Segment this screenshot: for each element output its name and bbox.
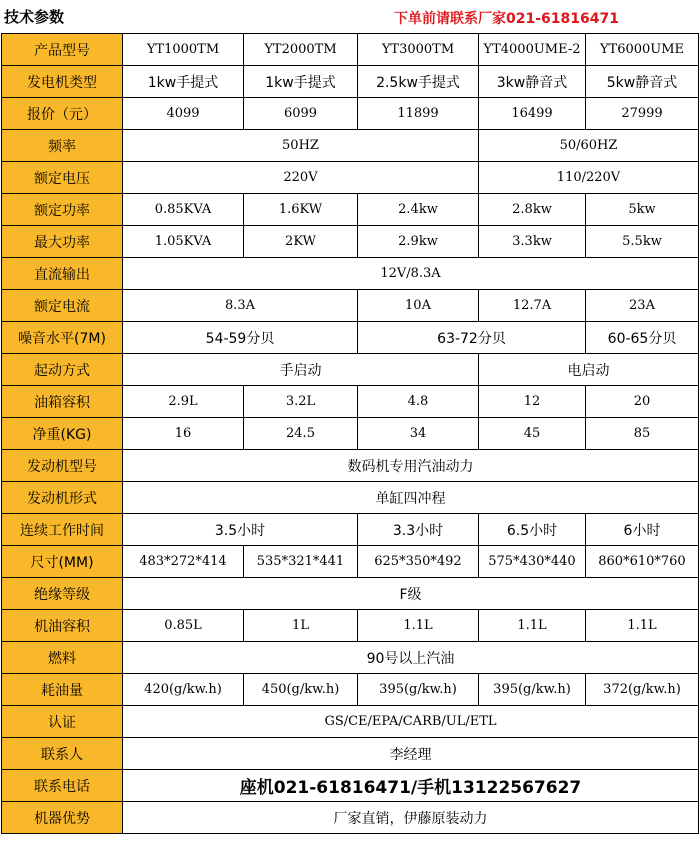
cell: F级	[123, 578, 699, 610]
row-phone	[2, 770, 699, 802]
row-label: 净重(KG)	[2, 418, 123, 450]
cell: 2.4kw	[358, 194, 479, 226]
cell: 6099	[244, 98, 358, 130]
row-label: 直流输出	[2, 258, 123, 290]
row-rated-voltage	[2, 162, 699, 194]
cell: 2.5kw手提式	[358, 66, 479, 98]
row-fuel	[2, 642, 699, 674]
cell: 5.5kw	[586, 226, 699, 258]
cell: 4099	[123, 98, 244, 130]
row-tank	[2, 386, 699, 418]
row-label: 频率	[2, 130, 123, 162]
cell: 6小时	[586, 514, 699, 546]
cell: YT4000UME-2	[479, 34, 586, 66]
row-label: 额定电压	[2, 162, 123, 194]
cell: 手启动	[123, 354, 479, 386]
row-generator-type	[2, 66, 699, 98]
row-rated-current	[2, 290, 699, 322]
cell: 483*272*414	[123, 546, 244, 578]
row-label: 发电机类型	[2, 66, 123, 98]
row-label: 发动机形式	[2, 482, 123, 514]
cell: GS/CE/EPA/CARB/UL/ETL	[123, 706, 699, 738]
row-oil	[2, 610, 699, 642]
cell: 厂家直销，伊藤原装动力	[123, 802, 699, 834]
cell: 12	[479, 386, 586, 418]
cell: 50/60HZ	[479, 130, 699, 162]
cell: 220V	[123, 162, 479, 194]
row-max-power	[2, 226, 699, 258]
header	[0, 0, 699, 33]
cell: 11899	[358, 98, 479, 130]
cell: 12.7A	[479, 290, 586, 322]
row-label: 最大功率	[2, 226, 123, 258]
row-runtime	[2, 514, 699, 546]
row-certification	[2, 706, 699, 738]
cell: 3kw静音式	[479, 66, 586, 98]
cell: 李经理	[123, 738, 699, 770]
row-label: 发动机型号	[2, 450, 123, 482]
cell: 数码机专用汽油动力	[123, 450, 699, 482]
cell: 34	[358, 418, 479, 450]
cell: 3.3kw	[479, 226, 586, 258]
row-engine-model	[2, 450, 699, 482]
row-insulation	[2, 578, 699, 610]
row-label: 机油容积	[2, 610, 123, 642]
row-weight	[2, 418, 699, 450]
row-label: 机器优势	[2, 802, 123, 834]
page-title: 技术参数	[4, 8, 65, 26]
cell: 535*321*441	[244, 546, 358, 578]
cell: 座机021-61816471/手机13122567627	[123, 770, 699, 802]
cell: 420(g/kw.h)	[123, 674, 244, 706]
cell: 90号以上汽油	[123, 642, 699, 674]
contact-notice: 下单前请联系厂家021-61816471	[394, 11, 619, 27]
row-label: 燃料	[2, 642, 123, 674]
cell: 2.8kw	[479, 194, 586, 226]
row-label: 油箱容积	[2, 386, 123, 418]
cell: YT2000TM	[244, 34, 358, 66]
cell: 4.8	[358, 386, 479, 418]
cell: 1.6KW	[244, 194, 358, 226]
cell: 5kw静音式	[586, 66, 699, 98]
cell: 63-72分贝	[358, 322, 586, 354]
cell: 10A	[358, 290, 479, 322]
cell: 3.5小时	[123, 514, 358, 546]
cell: 8.3A	[123, 290, 358, 322]
row-advantage	[2, 802, 699, 834]
cell: 1kw手提式	[244, 66, 358, 98]
cell: 1.05KVA	[123, 226, 244, 258]
row-noise	[2, 322, 699, 354]
cell: 1.1L	[586, 610, 699, 642]
row-dc-output	[2, 258, 699, 290]
row-label: 绝缘等级	[2, 578, 123, 610]
row-frequency	[2, 130, 699, 162]
cell: 24.5	[244, 418, 358, 450]
cell: 0.85KVA	[123, 194, 244, 226]
cell: 5kw	[586, 194, 699, 226]
row-contact-person	[2, 738, 699, 770]
cell: 54-59分贝	[123, 322, 358, 354]
cell: 50HZ	[123, 130, 479, 162]
row-label: 认证	[2, 706, 123, 738]
cell: 1L	[244, 610, 358, 642]
cell: 860*610*760	[586, 546, 699, 578]
cell: 1kw手提式	[123, 66, 244, 98]
cell: 0.85L	[123, 610, 244, 642]
cell: 16499	[479, 98, 586, 130]
cell: 2.9kw	[358, 226, 479, 258]
row-label: 联系电话	[2, 770, 123, 802]
cell: YT3000TM	[358, 34, 479, 66]
cell: 23A	[586, 290, 699, 322]
row-label: 产品型号	[2, 34, 123, 66]
row-label: 额定功率	[2, 194, 123, 226]
cell: 3.3小时	[358, 514, 479, 546]
cell: YT6000UME	[586, 34, 699, 66]
cell: 1.1L	[479, 610, 586, 642]
row-label: 连续工作时间	[2, 514, 123, 546]
row-consumption	[2, 674, 699, 706]
cell: 395(g/kw.h)	[358, 674, 479, 706]
cell: 电启动	[479, 354, 699, 386]
cell: 3.2L	[244, 386, 358, 418]
cell: 12V/8.3A	[123, 258, 699, 290]
cell: 575*430*440	[479, 546, 586, 578]
row-label: 起动方式	[2, 354, 123, 386]
row-label: 耗油量	[2, 674, 123, 706]
row-label: 联系人	[2, 738, 123, 770]
cell: 6.5小时	[479, 514, 586, 546]
cell: 625*350*492	[358, 546, 479, 578]
row-price	[2, 98, 699, 130]
cell: YT1000TM	[123, 34, 244, 66]
row-engine-form	[2, 482, 699, 514]
row-label: 尺寸(MM)	[2, 546, 123, 578]
cell: 45	[479, 418, 586, 450]
row-size	[2, 546, 699, 578]
cell: 60-65分贝	[586, 322, 699, 354]
spec-table	[1, 33, 699, 834]
cell: 2.9L	[123, 386, 244, 418]
cell: 1.1L	[358, 610, 479, 642]
cell: 2KW	[244, 226, 358, 258]
row-label: 噪音水平(7M)	[2, 322, 123, 354]
row-start	[2, 354, 699, 386]
cell: 27999	[586, 98, 699, 130]
cell: 单缸四冲程	[123, 482, 699, 514]
cell: 20	[586, 386, 699, 418]
cell: 395(g/kw.h)	[479, 674, 586, 706]
cell: 85	[586, 418, 699, 450]
row-label: 额定电流	[2, 290, 123, 322]
cell: 110/220V	[479, 162, 699, 194]
row-label: 报价（元）	[2, 98, 123, 130]
cell: 16	[123, 418, 244, 450]
row-rated-power	[2, 194, 699, 226]
cell: 372(g/kw.h)	[586, 674, 699, 706]
cell: 450(g/kw.h)	[244, 674, 358, 706]
row-model	[2, 34, 699, 66]
